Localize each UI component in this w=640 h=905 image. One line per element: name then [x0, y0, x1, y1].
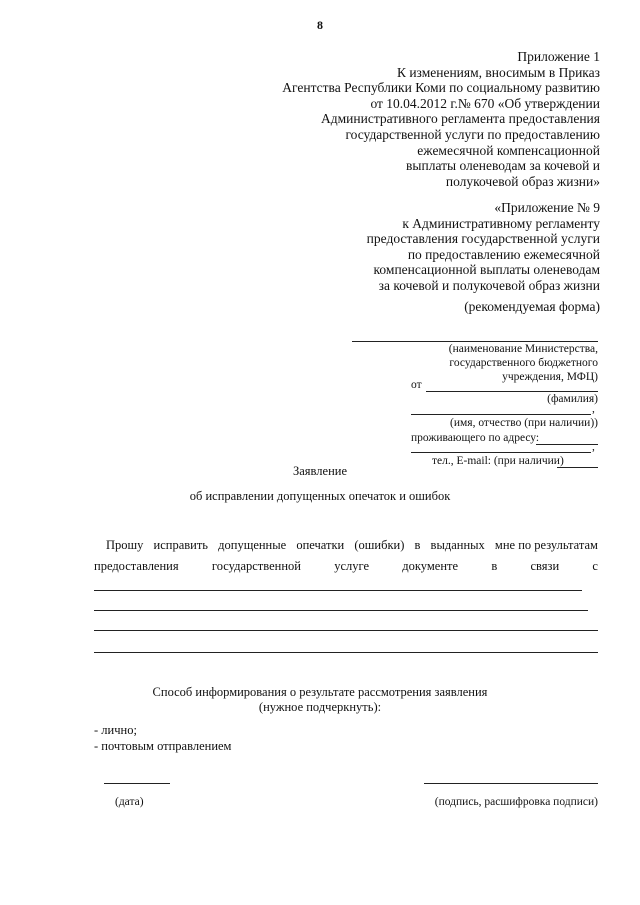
request-word: с [592, 559, 598, 573]
appendix-1-line: Агентства Республики Коми по социальному развитию [282, 80, 600, 96]
name-caption: (имя, отчество (при наличии)) [450, 417, 598, 429]
recommended-form-note: (рекомендуемая форма) [464, 299, 600, 314]
appendix-9-line: компенсационной выплаты оленеводам [373, 262, 600, 278]
request-word: выданных [430, 538, 485, 552]
reason-line-3 [94, 630, 598, 631]
date-caption: (дата) [115, 796, 144, 808]
appendix-1-line: К изменениям, вносимым в Приказ [396, 64, 600, 80]
appendix-1-line: государственной услуги по предоставлению [345, 126, 600, 142]
appendix-1-line: ежемесячной компенсационной [417, 142, 600, 158]
comma: , [592, 403, 595, 415]
addressee-line: учреждения, МФЦ) [502, 371, 598, 383]
request-word: мне по результатам [494, 538, 598, 552]
appendix-9-line: «Приложение № 9 [494, 200, 600, 215]
request-word: государственной [211, 559, 301, 573]
document-subtitle: об исправлении допущенных опечаток и ошибок [189, 489, 451, 503]
request-line-1 [106, 538, 598, 553]
request-word: допущенные [218, 538, 287, 552]
option-in-person: - лично; [94, 723, 137, 737]
request-line-2 [94, 559, 598, 574]
phone-email-label: тел., E-mail: (при наличии) [432, 455, 564, 467]
comma: , [592, 441, 595, 453]
reason-line-1 [94, 590, 582, 591]
signature-caption: (подпись, расшифровка подписи) [434, 796, 598, 808]
surname-caption: (фамилия) [547, 393, 598, 405]
addressee-line: (наименование Министерства, [448, 343, 598, 355]
appendix-9-line: к Административному регламенту [402, 215, 600, 231]
request-word: исправить [153, 538, 209, 552]
addressee-line: государственного бюджетного [449, 357, 598, 369]
request-word: в [414, 538, 421, 552]
option-by-post: - почтовым отправлением [94, 739, 232, 753]
reason-line-2 [94, 610, 588, 611]
appendix-1-line: Приложение 1 [517, 49, 600, 64]
appendix-9-header [300, 200, 600, 294]
signature-line [424, 783, 598, 784]
request-word: услуге [334, 559, 370, 573]
appendix-1-line: полукочевой образ жизни» [445, 173, 600, 189]
document-title: Заявление [292, 464, 347, 478]
notification-method-title: Способ информирования о результате рассмотрения заявления [152, 685, 488, 699]
date-line [104, 783, 170, 784]
address-label: проживающего по адресу: [411, 432, 540, 444]
notification-method-hint: (нужное подчеркнуть): [258, 700, 382, 714]
addressee-caption [352, 342, 598, 384]
name-line [411, 414, 591, 415]
page-number: 8 [317, 18, 323, 32]
appendix-1-line: Административного регламента предоставления [321, 111, 600, 127]
request-word: связи [530, 559, 560, 573]
request-word: в [491, 559, 498, 573]
appendix-1-line: от 10.04.2012 г.№ 670 «Об утверждении [370, 95, 600, 111]
appendix-9-line: по предоставлению ежемесячной [407, 246, 600, 262]
request-word: Прошу [106, 538, 144, 552]
from-label: от [411, 379, 422, 391]
request-word: опечатки [296, 538, 345, 552]
reason-line-4 [94, 652, 598, 653]
appendix-9-line: за кочевой и полукочевой образ жизни [378, 277, 600, 293]
appendix-9-line: предоставления государственной услуги [366, 231, 600, 247]
address-line-1 [536, 444, 598, 445]
address-line-2 [411, 452, 591, 453]
request-word: (ошибки) [354, 538, 405, 552]
appendix-1-line: выплаты оленеводам за кочевой и [406, 158, 600, 174]
surname-line [426, 391, 598, 392]
appendix-1-header [260, 49, 600, 189]
request-word: документе [402, 559, 459, 573]
request-word: предоставления [94, 559, 179, 573]
